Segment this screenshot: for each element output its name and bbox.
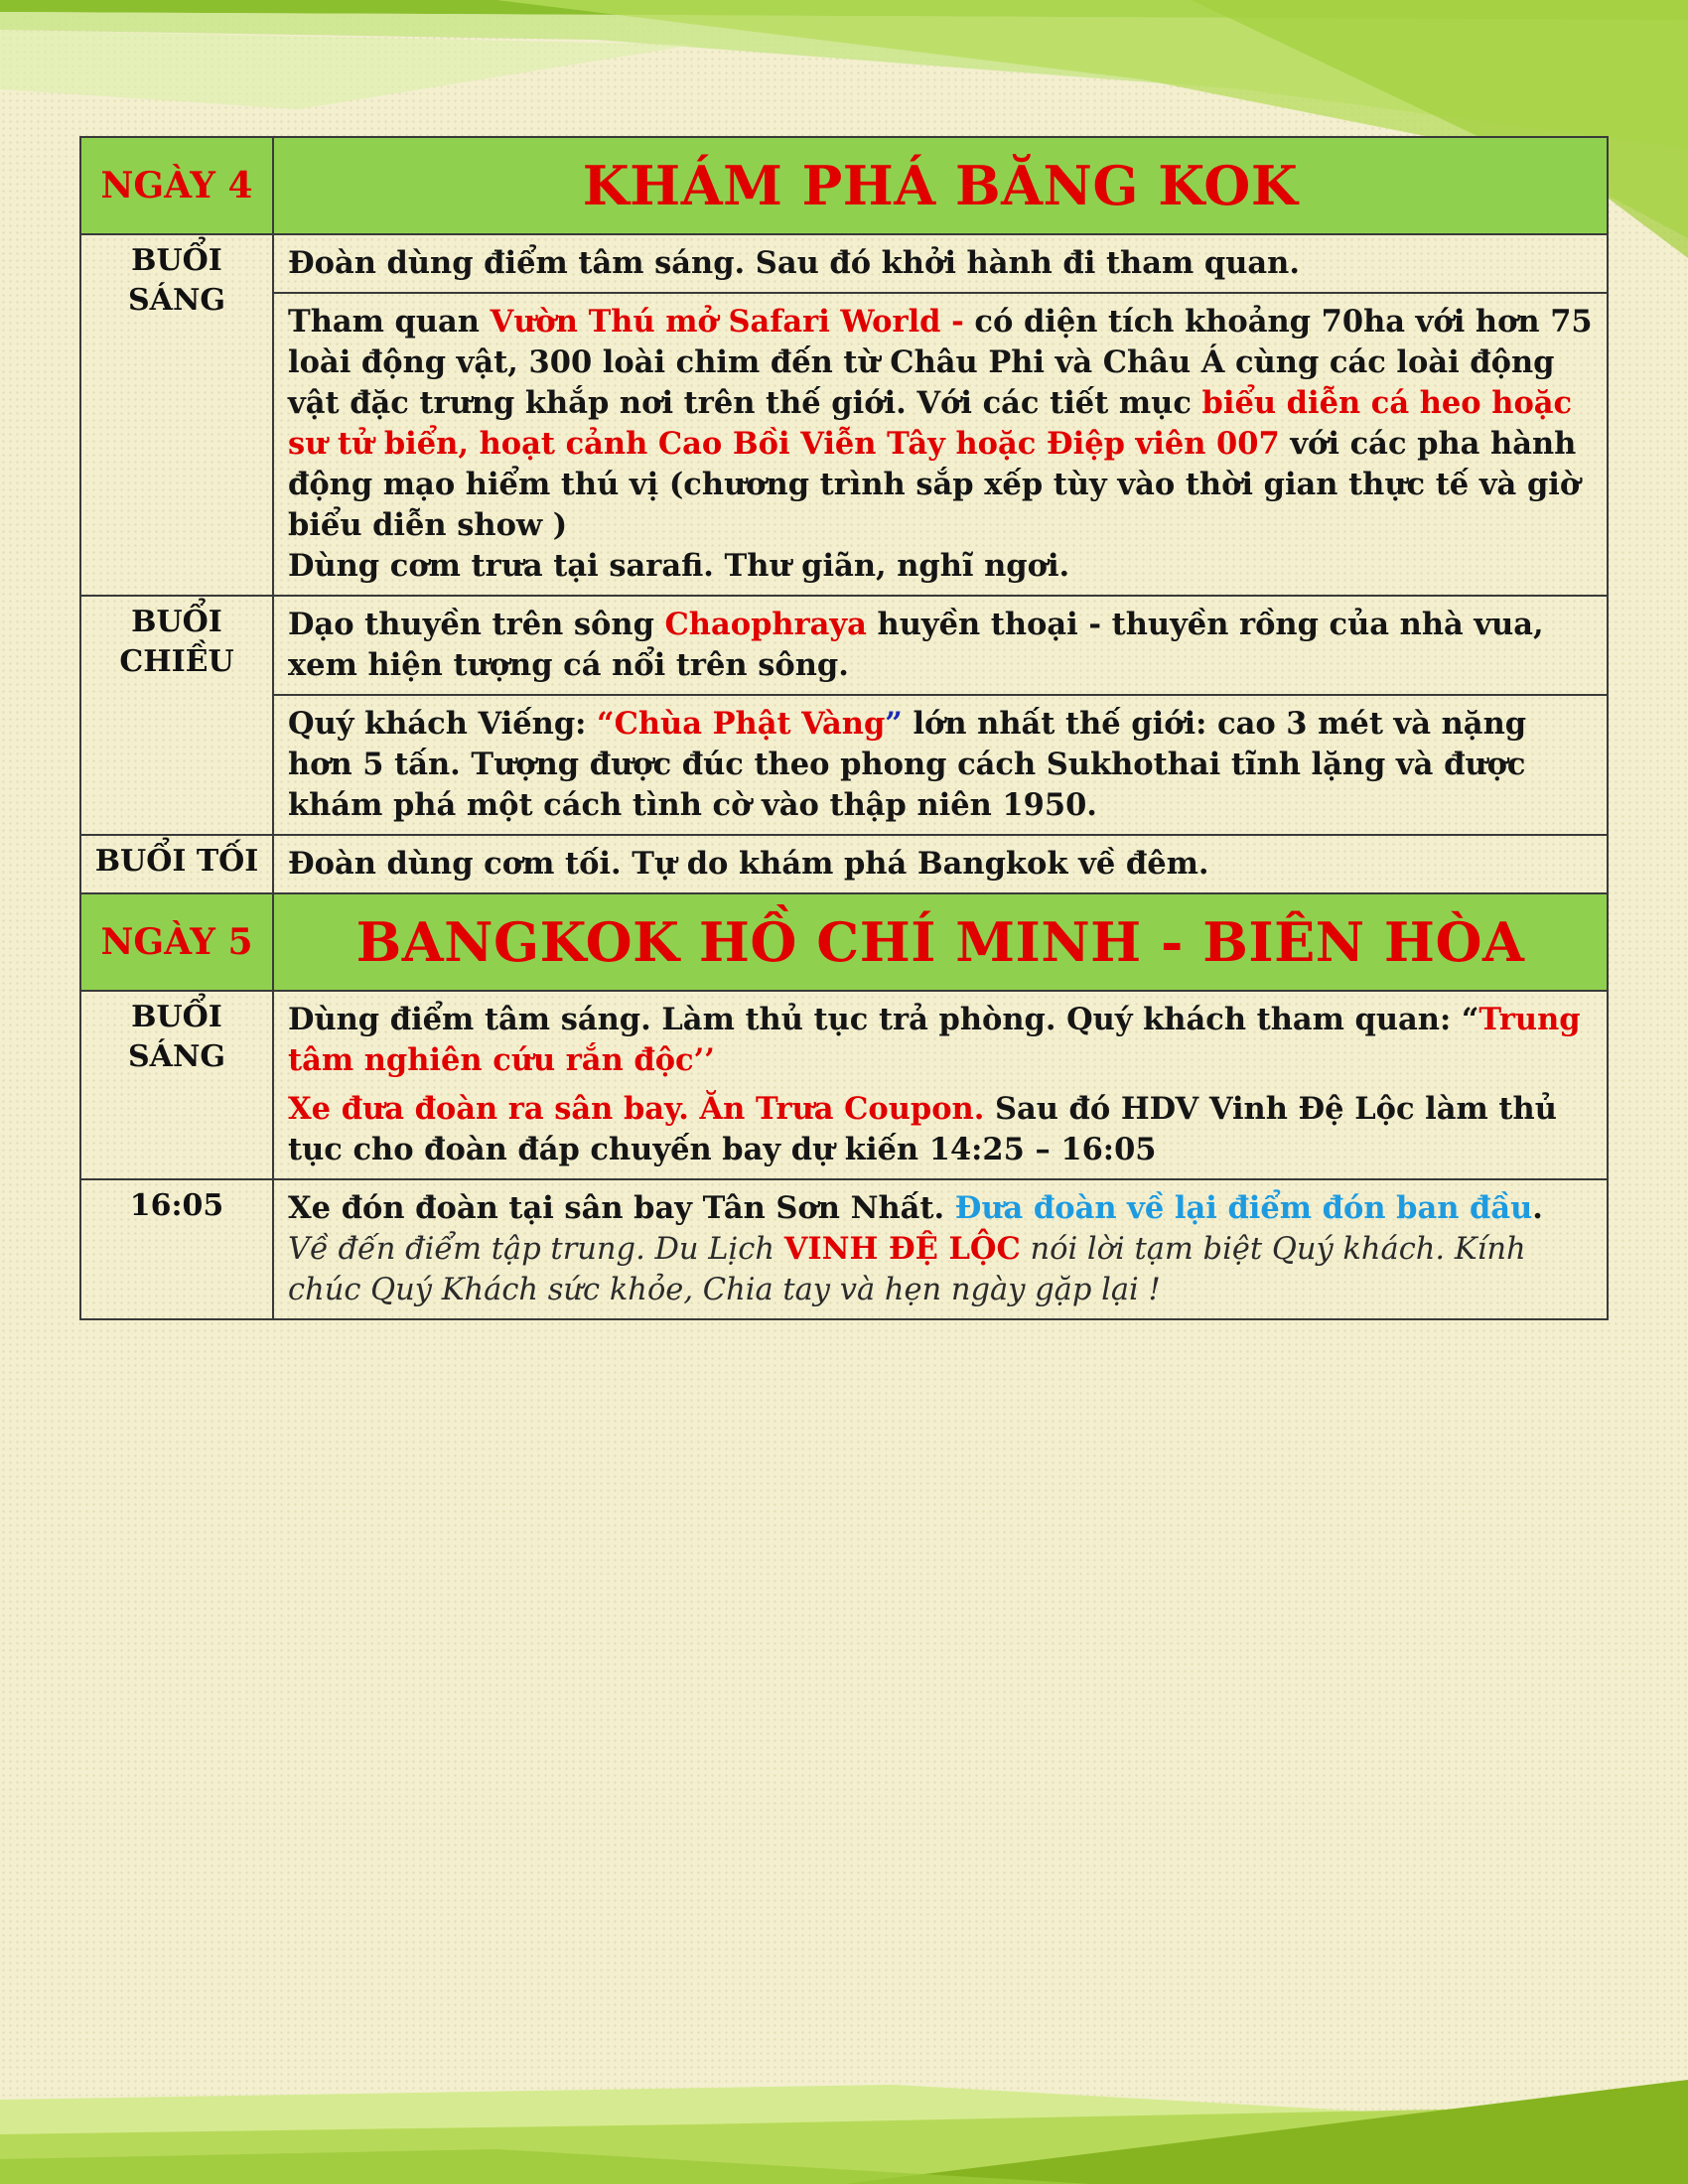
day-4-afternoon-label: BUỔI CHIỀU — [80, 596, 273, 835]
day-5-checkout-para: Dùng điểm tâm sáng. Làm thủ tục trả phòng. Quý khách tham quan: “Trung tâm nghiên cứu rắn độc’’ — [288, 1002, 1581, 1078]
day-5-arrival-row — [80, 1179, 1608, 1319]
snake-farm-name: Trung tâm nghiên cứu rắn độc’’ — [288, 1002, 1581, 1078]
day-4-morning-label: BUỔI SÁNG — [80, 234, 273, 596]
company-name: VINH ĐỆ LỘC — [783, 1231, 1021, 1267]
day-5-header-row — [80, 893, 1608, 991]
chaophraya-name: Chaophraya — [664, 607, 867, 642]
day-5-title: BANGKOK HỒ CHÍ MINH - BIÊN HÒA — [273, 893, 1608, 991]
day-5-airport-para: Xe đưa đoàn ra sân bay. Ăn Trưa Coupon. Sau đó HDV Vinh Đệ Lộc làm thủ tục cho đoàn đáp chuyến bay dự kiến 14:25 – 16:05 — [288, 1091, 1557, 1167]
safari-shows: biểu diễn cá heo hoặc sư tử biển, hoạt cảnh Cao Bồi Viễn Tây hoặc Điệp viên 007 — [288, 385, 1573, 462]
day-4-lunch: Dùng cơm trưa tại sarafi. Thư giãn, nghĩ ngơi. — [288, 548, 1070, 584]
day-5-morning-row — [80, 991, 1608, 1179]
day-5-label: NGÀY 5 — [80, 893, 273, 991]
arrival-desc: Xe đón đoàn tại sân bay Tân Sơn Nhất. Đưa đoàn về lại điểm đón ban đầu. Về đến điểm tập trung. Du Lịch VINH ĐỆ LỘC nói lời tạm biệt Quý khách. Kính chúc Quý Khách sức khỏe, Chia tay và hẹn ngày gặp lại ! — [273, 1179, 1608, 1319]
airport-transfer: Xe đưa đoàn ra sân bay. Ăn Trưa Coupon. — [288, 1091, 985, 1127]
golden-buddha-name: “Chùa Phật Vàng — [597, 706, 886, 742]
day-4-golden-buddha-desc: Quý khách Viếng: “Chùa Phật Vàng” lớn nhất thế giới: cao 3 mét và nặng hơn 5 tấn. Tượng được đúc theo phong cách Sukhothai tĩnh lặng và được khám phá một cách tình cờ vào thập niên 1950. — [273, 695, 1608, 835]
day-5-morning-desc — [273, 991, 1608, 1179]
day-4-morning-row-1 — [80, 234, 1608, 293]
day-4-afternoon-row-1 — [80, 596, 1608, 695]
day-4-label: NGÀY 4 — [80, 137, 273, 234]
itinerary-table — [79, 136, 1609, 1320]
day-5-morning-label: BUỔI SÁNG — [80, 991, 273, 1179]
day-4-safari-world-desc: Tham quan Vườn Thú mở Safari World - có diện tích khoảng 70ha với hơn 75 loài động vật, 300 loài chim đến từ Châu Phi và Châu Á cùng các loài động vật đặc trưng khắp nơi trên thế giới. Với các tiết mục biểu diễn cá heo hoặc sư tử biển, hoạt cảnh Cao Bồi Viễn Tây hoặc Điệp viên 007 với các pha hành động mạo hiểm thú vị (chương trình sắp xếp tùy vào thời gian thực tế và giờ biểu diễn show ) Dùng cơm trưa tại sarafi. Thư giãn, nghĩ ngơi. — [273, 293, 1608, 596]
day-4-afternoon-row-2 — [80, 695, 1608, 835]
day-4-morning-row-2 — [80, 293, 1608, 596]
bottom-green-decoration — [0, 2045, 1688, 2184]
safari-world-name: Vườn Thú mở Safari World - — [490, 304, 975, 340]
day-4-title: KHÁM PHÁ BĂNG KOK — [273, 137, 1608, 234]
day-4-evening-desc: Đoàn dùng cơm tối. Tự do khám phá Bangkok về đêm. — [273, 835, 1608, 893]
day-4-morning-breakfast: Đoàn dùng điểm tâm sáng. Sau đó khởi hành đi tham quan. — [273, 234, 1608, 293]
day-4-chaophraya-cruise: Dạo thuyền trên sông Chaophraya huyền thoại - thuyền rồng của nhà vua, xem hiện tượng cá nổi trên sông. — [273, 596, 1608, 695]
day-4-header-row — [80, 137, 1608, 234]
arrival-time-label: 16:05 — [80, 1179, 273, 1319]
return-pickup-point: Đưa đoàn về lại điểm đón ban đầu — [954, 1190, 1533, 1226]
day-4-evening-label: BUỔI TỐI — [80, 835, 273, 893]
day-4-evening-row — [80, 835, 1608, 893]
